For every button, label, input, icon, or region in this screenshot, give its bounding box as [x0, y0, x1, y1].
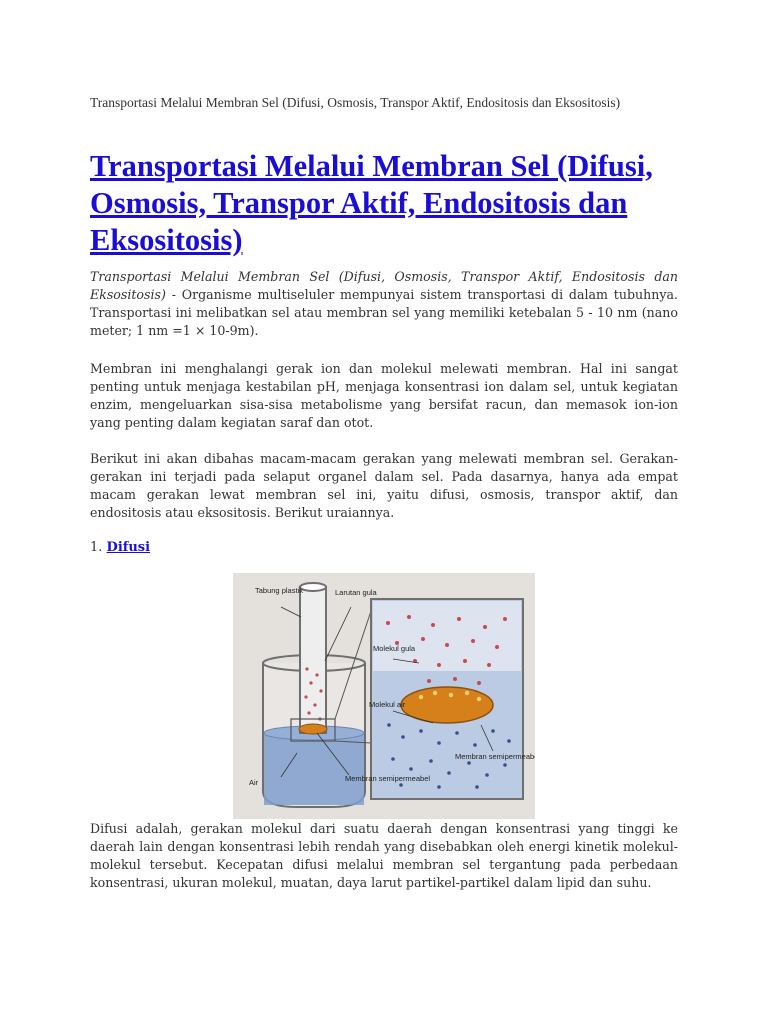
- label-larutan: Larutan gula: [335, 588, 377, 597]
- header-note: Transportasi Melalui Membran Sel (Difusi, Osmosis, Transpor Aktif, Endositosis dan Eksositosis): [90, 95, 621, 110]
- diffusion-illustration: [233, 573, 535, 819]
- membrane-small: [299, 724, 327, 734]
- zoom-panel: [371, 599, 523, 799]
- label-membran-right: Membran semipermeabel: [455, 752, 535, 761]
- plastic-tube: [299, 583, 327, 734]
- movement-types-paragraph: Berikut ini akan dibahas macam-macam gerakan yang melewati membran sel. Gerakan-gerakan ini terjadi pada selaput organel dalam sel. Pada dasarnya, hanya ada empat macam gerakan lewat membran sel ini, yaitu difusi, osmosis, transpor aktif, dan endositosis atau eksositosis. Berikut uraiannya.: [90, 451, 678, 520]
- label-membran-bottom: Membran semipermeabel: [345, 774, 431, 783]
- list-number: 1.: [90, 540, 103, 555]
- membrane-paragraph: Membran ini menghalangi gerak ion dan molekul melewati membran. Hal ini sangat penting untuk menjaga kestabilan pH, menjaga konsentrasi ion dalam sel, untuk kegiatan enzim, mengeluarkan sisa-sisa metabolisme yang bersifat racun, dan memasok ion-ion yang penting dalam kegiatan saraf dan otot.: [90, 361, 678, 430]
- label-molekul-gula: Molekul gula: [373, 644, 416, 653]
- water: [264, 733, 364, 805]
- intro-body: - Organisme multiseluler mempunyai sistem transportasi di dalam tubuhnya. Transportasi ini melibatkan sel atau membran sel yang memiliki ketebalan 5 - 10 nm (nano meter; 1 nm =1 × 10-9m).: [90, 287, 678, 338]
- label-tabung: Tabung plastik: [255, 586, 303, 595]
- intro-paragraph: [90, 268, 678, 340]
- label-molekul-air: Molekul air: [369, 700, 406, 709]
- diffusion-paragraph: Difusi adalah, gerakan molekul dari suatu daerah dengan konsentrasi yang tinggi ke daerah lain dengan konsentrasi lebih rendah yang disebabkan oleh energi kinetik molekul-molekul tersebut. Kecepatan difusi melalui membran sel tergantung pada perbedaan konsentrasi, ukuran molekul, muatan, daya larut partikel-partikel dalam lipid dan suhu.: [90, 821, 678, 890]
- article-title-link[interactable]: Transportasi Melalui Membran Sel (Difusi, Osmosis, Transpor Aktif, Endositosis dan Eksositosis): [90, 149, 653, 257]
- label-air: Air: [249, 778, 259, 787]
- intro-italic-lead: Transportasi Melalui Membran Sel (Difusi, Osmosis, Transpor Aktif, Endositosis dan Eksositosis): [90, 269, 678, 302]
- list-item-difusi: [90, 539, 150, 557]
- difusi-link[interactable]: Difusi: [106, 540, 151, 555]
